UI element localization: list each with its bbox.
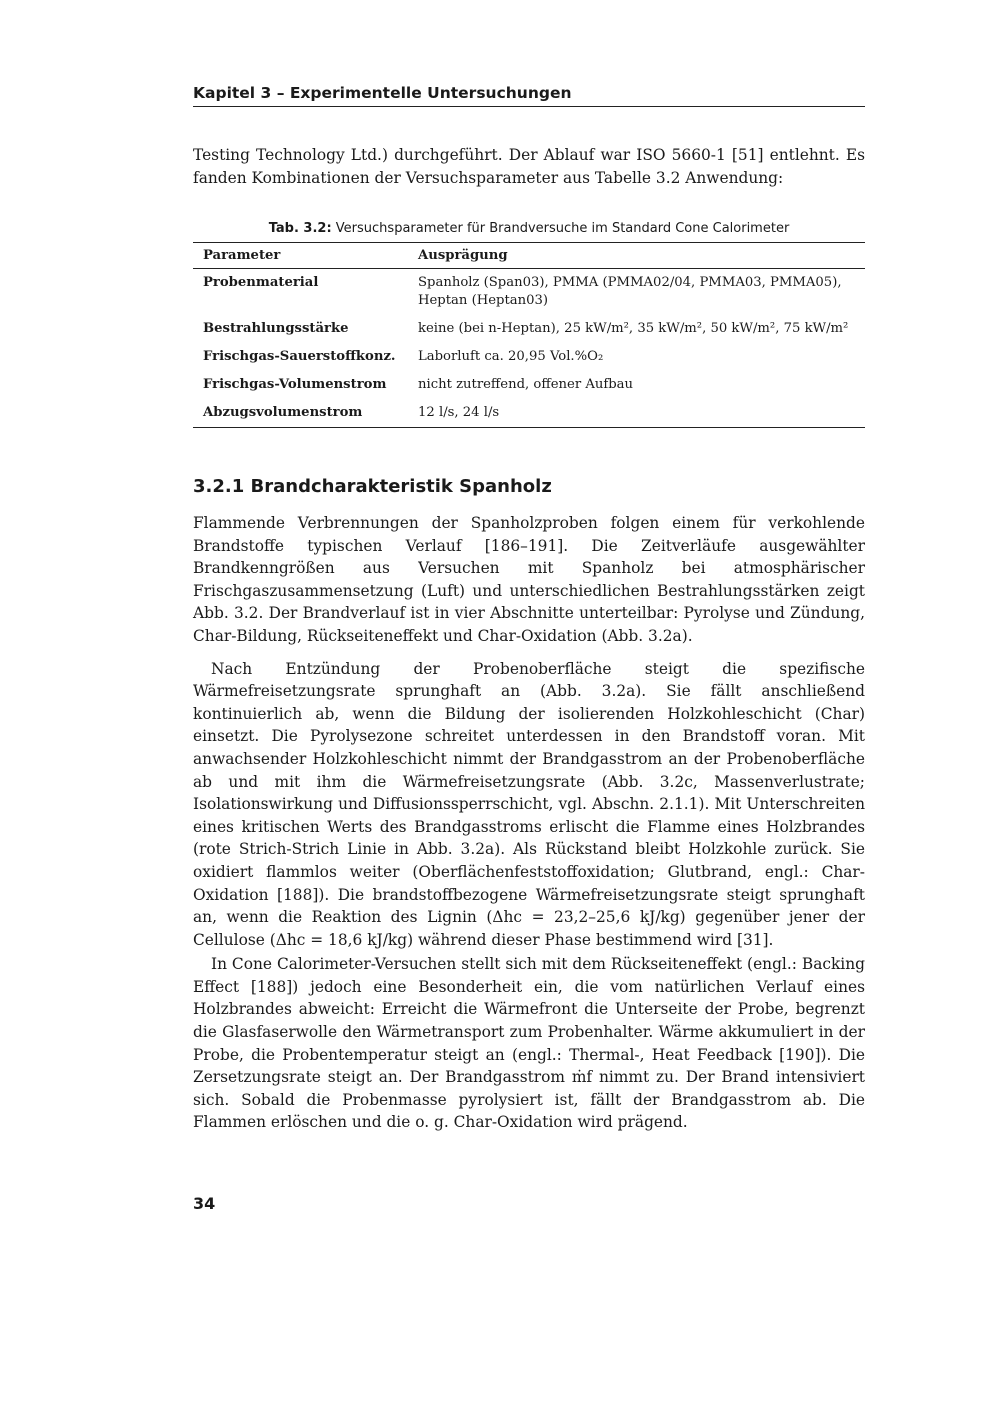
table-header-row — [193, 243, 865, 269]
parameter-name: Probenmaterial — [203, 275, 319, 290]
table-row — [193, 399, 865, 428]
table-caption-label: Tab. 3.2: — [268, 221, 332, 236]
table-row — [193, 371, 865, 399]
body-paragraph: Nach Entzündung der Probenoberfläche steigt die spezifische Wärmefreisetzungsrate sprunghaft an (Abb. 3.2a). Sie fällt anschließend kontinuierlich ab, wenn die Bildung der isolierenden Holzkohleschicht (Char) einsetzt. Die Pyrolysezone schreitet unterdessen in den Brandstoff voran. Mit anwachsender Holzkohleschicht nimmt der Brandgasstrom an der Probenoberfläche ab und mit ihm die Wärmefreisetzungsrate (Abb. 3.2c, Massenverlustrate; Isolationswirkung und Diffusionssperrschicht, vgl. Abschn. 2.1.1). Mit Unterschreiten eines kritischen Werts des Brandgasstroms erlischt die Flamme eines Holzbrandes (rote Strich-Strich Linie in Abb. 3.2a). Als Rückstand bleibt Holzkohle zurück. Sie oxidiert flammlos weiter (Oberflächenfeststoffoxidation; Glutbrand, engl.: Char-Oxidation [188]). Die brandstoffbezogene Wärmefreisetzungsrate steigt sprunghaft an, wenn die Reaktion des Lignin (Δhc = 23,2–25,6 kJ/kg) gegenüber jener der Cellulose (Δhc = 18,6 kJ/kg) während dieser Phase bestimmend wird [31]. — [193, 659, 865, 949]
table-row — [193, 315, 865, 343]
parameter-name: Frischgas-Sauerstoffkonz. — [203, 349, 396, 364]
parameter-value: keine (bei n-Heptan), 25 kW/m², 35 kW/m², 50 kW/m², 75 kW/m² — [418, 321, 849, 336]
section-body — [193, 512, 865, 1134]
parameter-name: Frischgas-Volumenstrom — [203, 377, 387, 392]
parameter-value: Spanholz (Span03), PMMA (PMMA02/04, PMMA03, PMMA05), Heptan (Heptan03) — [418, 275, 842, 308]
parameter-value: nicht zutreffend, offener Aufbau — [418, 377, 634, 392]
parameter-table — [193, 242, 865, 428]
section-heading: 3.2.1 Brandcharakteristik Spanholz — [193, 476, 552, 497]
table-row — [193, 343, 865, 371]
body-paragraph: In Cone Calorimeter-Versuchen stellt sich mit dem Rückseiteneffekt (engl.: Backing Effect [188]) jedoch eine Besonderheit ein, die vom natürlichen Verlauf eines Holzbrandes abweicht: Erreicht die Wärmefront die Unterseite der Probe, begrenzt die Glasfaserwolle den Wärmetransport zum Probenhalter. Wärme akkumuliert in der Probe, die Probentemperatur steigt an (engl.: Thermal-, Heat Feedback [190]). Die Zersetzungsrate steigt an. Der Brandgasstrom ṁf nimmt zu. Der Brand intensiviert sich. Sobald die Probenmasse pyrolysiert ist, fällt der Brandgasstrom ab. Die Flammen erlöschen und die o. g. Char-Oxidation wird prägend. — [193, 955, 865, 1132]
column-header-value: Ausprägung — [408, 243, 865, 269]
running-header: Kapitel 3 – Experimentelle Untersuchungen — [193, 84, 865, 107]
page-number: 34 — [193, 1194, 216, 1213]
parameter-value: 12 l/s, 24 l/s — [418, 405, 500, 420]
table-caption-text: Versuchsparameter für Brandversuche im Standard Cone Calorimeter — [335, 221, 790, 236]
parameter-name: Abzugsvolumenstrom — [203, 405, 363, 420]
table-caption — [193, 221, 865, 236]
table-row — [193, 269, 865, 316]
intro-paragraph: Testing Technology Ltd.) durchgeführt. Der Ablauf war ISO 5660-1 [51] entlehnt. Es fanden Kombinationen der Versuchsparameter aus Tabelle 3.2 Anwendung: — [193, 146, 865, 187]
parameter-name: Bestrahlungsstärke — [203, 321, 349, 336]
column-header-parameter: Parameter — [193, 243, 408, 269]
body-paragraph: Flammende Verbrennungen der Spanholzproben folgen einem für verkohlende Brandstoffe typischen Verlauf [186–191]. Die Zeitverläufe ausgewählter Brandkenngrößen aus Versuchen mit Spanholz bei atmosphärischer Frischgaszusammensetzung (Luft) und unterschiedlichen Bestrahlungsstärken zeigt Abb. 3.2. Der Brandverlauf ist in vier Abschnitte unterteilbar: Pyrolyse und Zündung, Char-Bildung, Rückseiteneffekt und Char-Oxidation (Abb. 3.2a). — [193, 514, 865, 645]
parameter-value: Laborluft ca. 20,95 Vol.%O₂ — [418, 349, 604, 364]
